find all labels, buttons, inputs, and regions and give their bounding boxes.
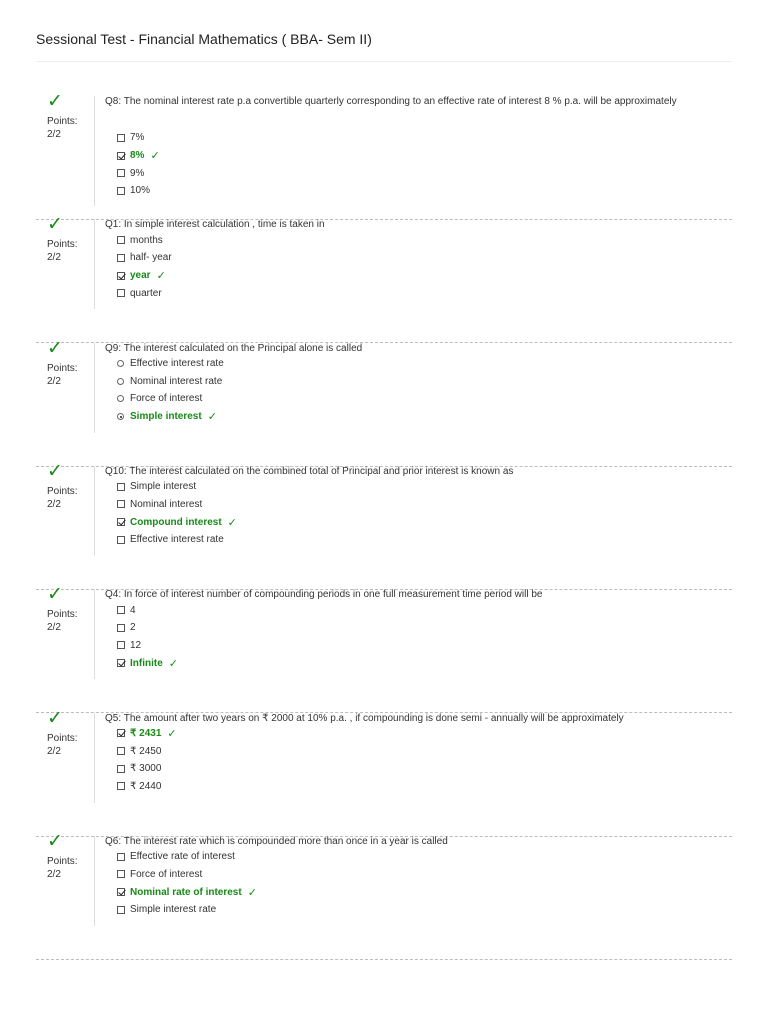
answer-options [117,355,224,426]
answer-option[interactable] [117,725,177,743]
radio-selected[interactable] [117,413,124,420]
correct-check-icon: ✓ [47,583,63,606]
points-label: Points: [47,362,78,374]
answer-option[interactable] [117,865,257,883]
answer-option-label: 4 [130,604,136,616]
question-block [36,459,732,576]
answer-option-label: Force of interest [130,868,203,880]
answer-option[interactable] [117,760,177,778]
checkbox[interactable] [117,483,125,491]
answer-option-label: ₹ 2450 [130,745,162,757]
answer-option[interactable] [117,478,237,496]
score-column [36,90,95,206]
correct-check-icon: ✓ [47,213,63,236]
question-block [36,706,732,823]
checkbox[interactable] [117,236,125,244]
checkbox[interactable] [117,254,125,262]
correct-check-icon: ✓ [47,90,63,112]
question-text: Q6: The interest rate which is compounded more than once in a year is called [105,835,448,847]
points-value: 2/2 [47,252,61,264]
correct-check-icon: ✓ [47,336,63,359]
checkbox[interactable] [117,641,125,649]
answer-option-label: Simple interest rate [130,904,217,916]
answer-option-label: 7% [130,132,145,144]
correct-answer-icon: ✓ [167,726,177,740]
checkbox-checked[interactable] [117,272,125,280]
points-value: 2/2 [47,745,61,757]
answer-options [117,601,178,672]
checkbox[interactable] [117,289,125,297]
correct-answer-icon: ✓ [207,410,217,423]
score-column [36,459,95,556]
correct-check-icon: ✓ [47,706,63,729]
answer-option[interactable] [117,284,172,302]
answer-option[interactable] [117,883,257,901]
question-block [36,829,732,946]
correct-check-icon: ✓ [47,459,63,482]
correct-answer-icon: ✓ [247,885,257,899]
score-column [36,706,95,803]
radio-button[interactable] [117,378,124,385]
radio-button[interactable] [117,395,124,402]
answer-option[interactable] [117,848,257,866]
answer-option-label: ₹ 2431 [130,727,162,739]
answer-option-label: Effective rate of interest [130,851,235,863]
checkbox[interactable] [117,536,125,544]
answer-option[interactable] [117,513,237,531]
answer-option[interactable] [117,267,172,285]
checkbox-checked[interactable] [117,518,125,526]
score-column [36,213,95,309]
answer-option[interactable] [117,231,172,249]
answer-option-label: Force of interest [130,393,203,405]
question-text: Q4: In force of interest number of compounding periods in one full measurement time period will be [105,589,543,601]
points-label: Points: [47,732,78,744]
answer-option-label: Simple interest [130,411,202,422]
points-value: 2/2 [47,498,61,510]
answer-option-label: half- year [130,252,172,264]
checkbox-checked[interactable] [117,152,125,160]
answer-option-label: Nominal rate of interest [130,886,242,898]
checkbox[interactable] [117,169,125,177]
answer-option-label: 12 [130,639,142,651]
answer-option[interactable] [117,372,224,390]
answer-options [117,725,177,796]
points-label: Points: [47,855,78,867]
checkbox[interactable] [117,870,125,878]
checkbox-checked[interactable] [117,729,125,737]
checkbox-checked[interactable] [117,888,125,896]
answer-option-label: ₹ 2440 [130,780,162,792]
answer-option[interactable] [117,496,237,514]
radio-button[interactable] [117,360,124,367]
answer-option[interactable] [117,601,178,619]
checkbox[interactable] [117,906,125,914]
question-text: Q8: The nominal interest rate p.a convertible quarterly corresponding to an effective rate of interest 8 % p.a. will be approximately [105,96,677,107]
question-divider [36,959,732,960]
score-column [36,583,95,679]
points-value: 2/2 [47,375,61,387]
answer-option[interactable] [117,531,237,549]
question-text: Q5: The amount after two years on ₹ 2000 at 10% p.a. , if compounding is done semi - annually will be approximately [105,712,624,724]
answer-option[interactable] [117,742,177,760]
points-label: Points: [47,116,78,127]
answer-options [117,231,172,302]
question-text: Q10: The interest calculated on the combined total of Principal and prior interest is known as [105,465,514,477]
points-value: 2/2 [47,129,61,140]
answer-option[interactable] [117,249,172,267]
checkbox[interactable] [117,853,125,861]
points-label: Points: [47,239,78,251]
answer-option-label: 2 [130,622,136,634]
answer-option[interactable] [117,390,224,408]
answer-option-label: year [130,270,151,282]
correct-answer-icon: ✓ [150,149,160,163]
answer-option-label: 9% [130,167,145,179]
score-column [36,336,95,433]
answer-option-label: 10% [130,185,151,197]
score-column [36,829,95,926]
answer-option-label: Simple interest [130,481,197,493]
answer-option[interactable] [117,654,178,672]
correct-answer-icon: ✓ [227,515,237,529]
checkbox[interactable] [117,782,125,790]
page-title: Sessional Test - Financial Mathematics ( BBA- Sem II) [36,31,372,47]
correct-answer-icon: ✓ [156,269,166,283]
answer-option-label: Compound interest [130,516,222,528]
checkbox[interactable] [117,134,125,142]
answer-option[interactable] [117,901,257,919]
answer-option-label: Nominal interest [130,498,203,510]
answer-option-label: quarter [130,287,162,299]
checkbox[interactable] [117,500,125,508]
question-text: Q1: In simple interest calculation , time is taken in [105,219,325,231]
answer-option-label: 8% [130,150,145,162]
answer-option[interactable] [117,637,178,655]
question-block [36,213,732,329]
question-text: Q9: The interest calculated on the Principal alone is called [105,342,363,354]
answer-options [117,129,160,200]
answer-option-label: Nominal interest rate [130,375,223,387]
points-label: Points: [47,485,78,497]
answer-option[interactable] [117,129,160,147]
answer-option[interactable] [117,182,160,200]
answer-option-label: ₹ 3000 [130,763,162,775]
answer-option[interactable] [117,778,177,796]
answer-option-label: months [130,234,163,246]
answer-option-label: Effective interest rate [130,534,224,546]
correct-answer-icon: ✓ [168,656,178,670]
points-value: 2/2 [47,868,61,880]
checkbox[interactable] [117,747,125,755]
answer-option[interactable] [117,355,224,373]
points-value: 2/2 [47,622,61,634]
answer-option-label: Infinite [130,657,163,669]
answer-option[interactable] [117,408,224,426]
answer-option[interactable] [117,619,178,637]
question-block [36,583,732,699]
answer-option[interactable] [117,164,160,182]
checkbox-checked[interactable] [117,659,125,667]
question-block [36,336,732,453]
answer-options [117,848,257,919]
question-block [36,90,732,206]
checkbox[interactable] [117,624,125,632]
answer-options [117,478,237,549]
title-divider [36,61,732,62]
checkbox[interactable] [117,765,125,773]
correct-check-icon: ✓ [47,829,63,852]
checkbox[interactable] [117,606,125,614]
points-label: Points: [47,609,78,621]
answer-option-label: Effective interest rate [130,357,224,369]
answer-option[interactable] [117,147,160,165]
checkbox[interactable] [117,187,125,195]
